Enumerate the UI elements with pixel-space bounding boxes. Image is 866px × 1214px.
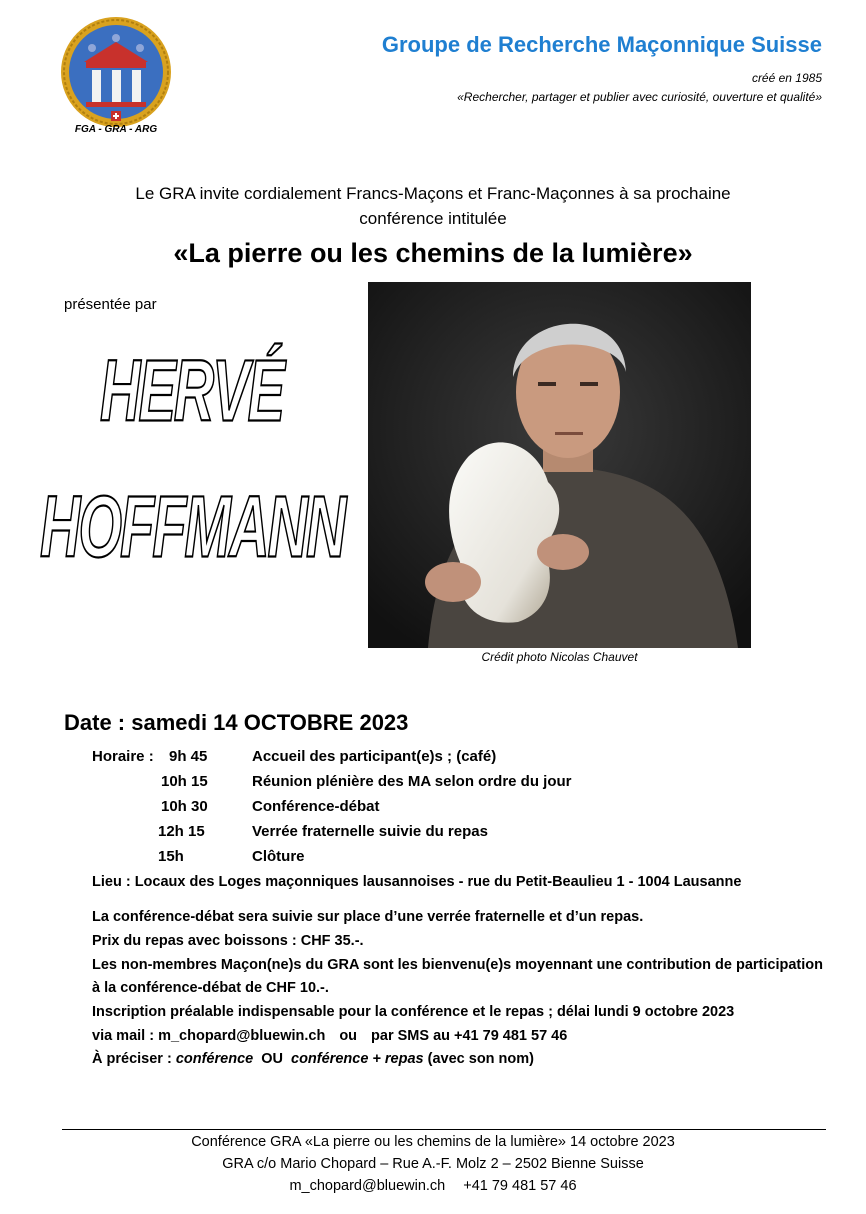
schedule-activity: Conférence-débat (252, 798, 380, 815)
footer-contact (0, 1178, 866, 1194)
organization-title: Groupe de Recherche Maçonnique Suisse (381, 32, 822, 57)
event-date: Date : samedi 14 OCTOBRE 2023 (64, 710, 409, 735)
speaker-photo (368, 282, 751, 648)
photo-credit: Crédit photo Nicolas Chauvet (481, 650, 638, 664)
contact-line (92, 1028, 567, 1044)
specify-line (92, 1051, 534, 1067)
contact-email[interactable]: via mail : m_chopard@bluewin.ch (92, 1028, 326, 1044)
footer-email[interactable]: m_chopard@bluewin.ch (289, 1178, 446, 1194)
invitation-line-1: Le GRA invite cordialement Francs-Maçons et Franc-Maçonnes à sa prochaine (135, 184, 731, 203)
schedule-time: 15h (158, 848, 184, 865)
schedule-activity: Accueil des participant(e)s ; (café) (252, 748, 497, 765)
speaker-last-name: HOFFMANN (40, 477, 345, 576)
contact-sms[interactable]: par SMS au +41 79 481 57 46 (371, 1028, 568, 1044)
schedule-activity: Réunion plénière des MA selon ordre du jour (252, 773, 572, 790)
footer-phone: +41 79 481 57 46 (463, 1178, 577, 1194)
motto: «Rechercher, partager et publier avec curiosité, ouverture et qualité» (457, 90, 822, 104)
specify-option-conference-meal: conférence + repas (291, 1051, 424, 1067)
specify-suffix: (avec son nom) (427, 1051, 534, 1067)
presented-by-label: présentée par (64, 296, 157, 313)
specify-prefix: À préciser : (92, 1051, 172, 1067)
meal-info: La conférence-débat sera suivie sur place d’une verrée fraternelle et d’un repas. (92, 909, 644, 925)
speaker-first-name: HERVÉ (100, 341, 283, 440)
invitation-line-2: conférence intitulée (359, 209, 507, 228)
logo-caption: FGA - GRA - ARG (74, 124, 158, 135)
contact-or: ou (339, 1028, 358, 1044)
gra-logo (58, 14, 174, 142)
schedule-time: 10h 30 (161, 798, 208, 815)
schedule-activity: Clôture (252, 848, 305, 865)
conference-title: «La pierre ou les chemins de la lumière» (173, 238, 693, 268)
schedule-time: 9h 45 (169, 748, 208, 765)
footer-line-2: GRA c/o Mario Chopard – Rue A.-F. Molz 2 – 2502 Bienne Suisse (222, 1156, 644, 1172)
logo-emblem-icon (58, 14, 174, 142)
speaker-portrait-image (368, 282, 751, 648)
nonmember-fee: à la conférence-débat de CHF 10.-. (92, 980, 329, 996)
footer-divider (62, 1129, 826, 1130)
footer-line-1: Conférence GRA «La pierre ou les chemins de la lumière» 14 octobre 2023 (191, 1134, 675, 1150)
meal-price: Prix du repas avec boissons : CHF 35.-. (92, 933, 364, 949)
founded-note: créé en 1985 (751, 71, 822, 85)
schedule-time: 10h 15 (161, 773, 208, 790)
schedule-activity: Verrée fraternelle suivie du repas (252, 823, 488, 840)
specify-or: OU (261, 1051, 283, 1067)
registration-info: Inscription préalable indispensable pour la conférence et le repas ; délai lundi 9 octobre 2023 (92, 1004, 735, 1020)
schedule-label: Horaire : (92, 748, 154, 765)
schedule-time: 12h 15 (158, 823, 205, 840)
event-location: Lieu : Locaux des Loges maçonniques lausannoises - rue du Petit-Beaulieu 1 - 1004 Lausanne (92, 874, 742, 890)
nonmember-info: Les non-membres Maçon(ne)s du GRA sont les bienvenu(e)s moyennant une contribution de participation (92, 957, 823, 973)
specify-option-conference: conférence (175, 1051, 254, 1067)
